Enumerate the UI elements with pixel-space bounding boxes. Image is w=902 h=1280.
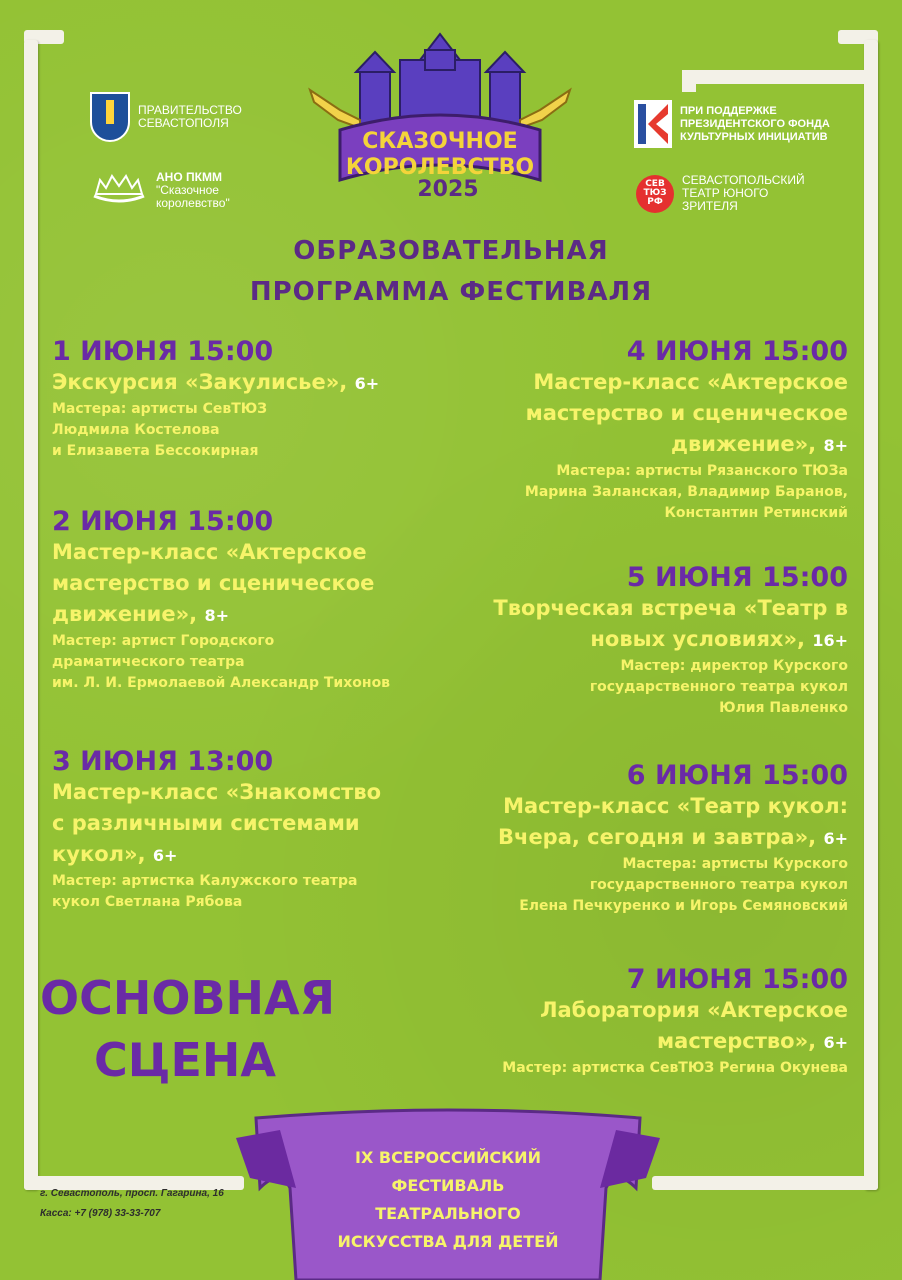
ano-logo [90,170,230,210]
event-master: Мастера: артисты Рязанского ТЮЗа Марина Заланская, Владимир Баранов, Константин Ретинский [524,463,848,521]
age-rating: 8+ [823,436,848,455]
age-rating: 8+ [204,606,229,625]
event-june-7 [448,964,848,1079]
ano-line2: "Сказочное [156,182,219,197]
event-date: 5 ИЮНЯ 15:00 [626,562,848,593]
gov-line1: ПРАВИТЕЛЬСТВО [138,103,242,117]
event-title: Мастер-класс «Театр кукол: Вчера, сегодня и завтра», 6+ [498,794,848,849]
age-rating: 6+ [823,829,848,848]
event-june-3 [52,746,442,913]
festival-logo-line1: СКАЗОЧНОЕ [362,129,518,154]
gov-line2: СЕВАСТОПОЛЯ [138,116,229,130]
event-title: Мастер-класс «Актерское мастерство и сценическое движение», 8+ [525,370,848,456]
title-line2: ПРОГРАММА ФЕСТИВАЛЯ [249,277,653,307]
castle-crown-icon [90,170,148,210]
title-line1: ОБРАЗОВАТЕЛЬНАЯ [293,236,609,266]
festival-logo-line2: КОРОЛЕВСТВО [345,155,535,180]
event-date: 4 ИЮНЯ 15:00 [626,336,848,367]
sevastopol-emblem-icon [90,92,130,142]
frame-right [864,40,878,1190]
event-title: Творческая встреча «Театр в новых условиях», 16+ [493,596,848,651]
event-master: Мастер: артист Городского драматического театра им. Л. И. Ермолаевой Александр Тихонов [52,633,391,691]
event-title: Мастер-класс «Актерское мастерство и сценическое движение», 8+ [52,540,375,626]
stuz-line2: ТЕАТР ЮНОГО [682,186,769,200]
event-june-6 [448,760,848,917]
age-rating: 6+ [152,846,178,865]
event-june-1 [52,336,442,462]
event-june-5 [448,562,848,719]
event-date: 7 ИЮНЯ 15:00 [626,964,848,995]
event-date: 3 ИЮНЯ 13:00 [52,746,274,777]
festival-logo [300,30,580,210]
age-rating: 16+ [812,631,848,650]
event-master: Мастера: артисты Курского государственного театра кукол Елена Печкуренко и Игорь Семяновский [519,856,848,914]
pfki-line2: ПРЕЗИДЕНТСКОГО ФОНДА [680,117,830,130]
event-master: Мастер: директор Курского государственного театра кукол Юлия Павленко [589,658,848,716]
sevtyuz-circle-icon: СЕВ ТЮЗ РФ [636,175,674,213]
age-rating: 6+ [823,1033,848,1052]
stuz-line3: ЗРИТЕЛЯ [682,199,738,213]
main-stage-line1: ОСНОВНАЯ [40,971,336,1025]
main-stage-line2: СЦЕНА [94,1033,276,1087]
pfki-logo [634,100,830,148]
frame-bottom-right [652,1176,878,1190]
pfki-k-icon [634,100,672,148]
banner-text: IX ВСЕРОССИЙСКИЙ ФЕСТИВАЛЬ ТЕАТРАЛЬНОГО ИСКУССТВА ДЛЯ ДЕТЕЙ [337,1148,559,1251]
event-title: Мастер-класс «Знакомство с различными системами кукол», 6+ [52,780,382,866]
box-office-phone: Касса: +7 (978) 33-33-707 [40,1208,161,1219]
age-rating: 6+ [354,374,380,393]
event-june-2 [52,506,442,694]
frame-top-right [682,70,868,84]
event-june-4 [448,336,848,524]
event-title: Экскурсия «Закулисье», 6+ [52,370,380,394]
pfki-line3: КУЛЬТУРНЫХ ИНИЦИАТИВ [680,130,828,143]
event-master: Мастера: артисты СевТЮЗ Людмила Костелова и Елизавета Бессокирная [52,401,268,459]
government-logo [90,92,242,142]
frame-left [24,40,38,1190]
event-date: 6 ИЮНЯ 15:00 [626,760,848,791]
event-date: 1 ИЮНЯ 15:00 [52,336,274,367]
event-master: Мастер: артистка СевТЮЗ Регина Окунева [502,1060,848,1076]
stuz-line1: СЕВАСТОПОЛЬСКИЙ [682,173,805,187]
event-master: Мастер: артистка Калужского театра кукол Светлана Рябова [52,873,358,910]
ano-line3: королевство" [156,195,230,210]
pfki-line1: ПРИ ПОДДЕРЖКЕ [680,104,777,117]
event-date: 2 ИЮНЯ 15:00 [52,506,274,537]
sevtyuz-logo [636,174,805,213]
ano-line1: АНО ПКММ [156,169,222,184]
address: г. Севастополь, просп. Гагарина, 16 [40,1188,224,1199]
festival-logo-year: 2025 [417,177,479,202]
event-title: Лаборатория «Актерское мастерство», 6+ [540,998,848,1053]
frame-top-right-tab [682,70,696,92]
